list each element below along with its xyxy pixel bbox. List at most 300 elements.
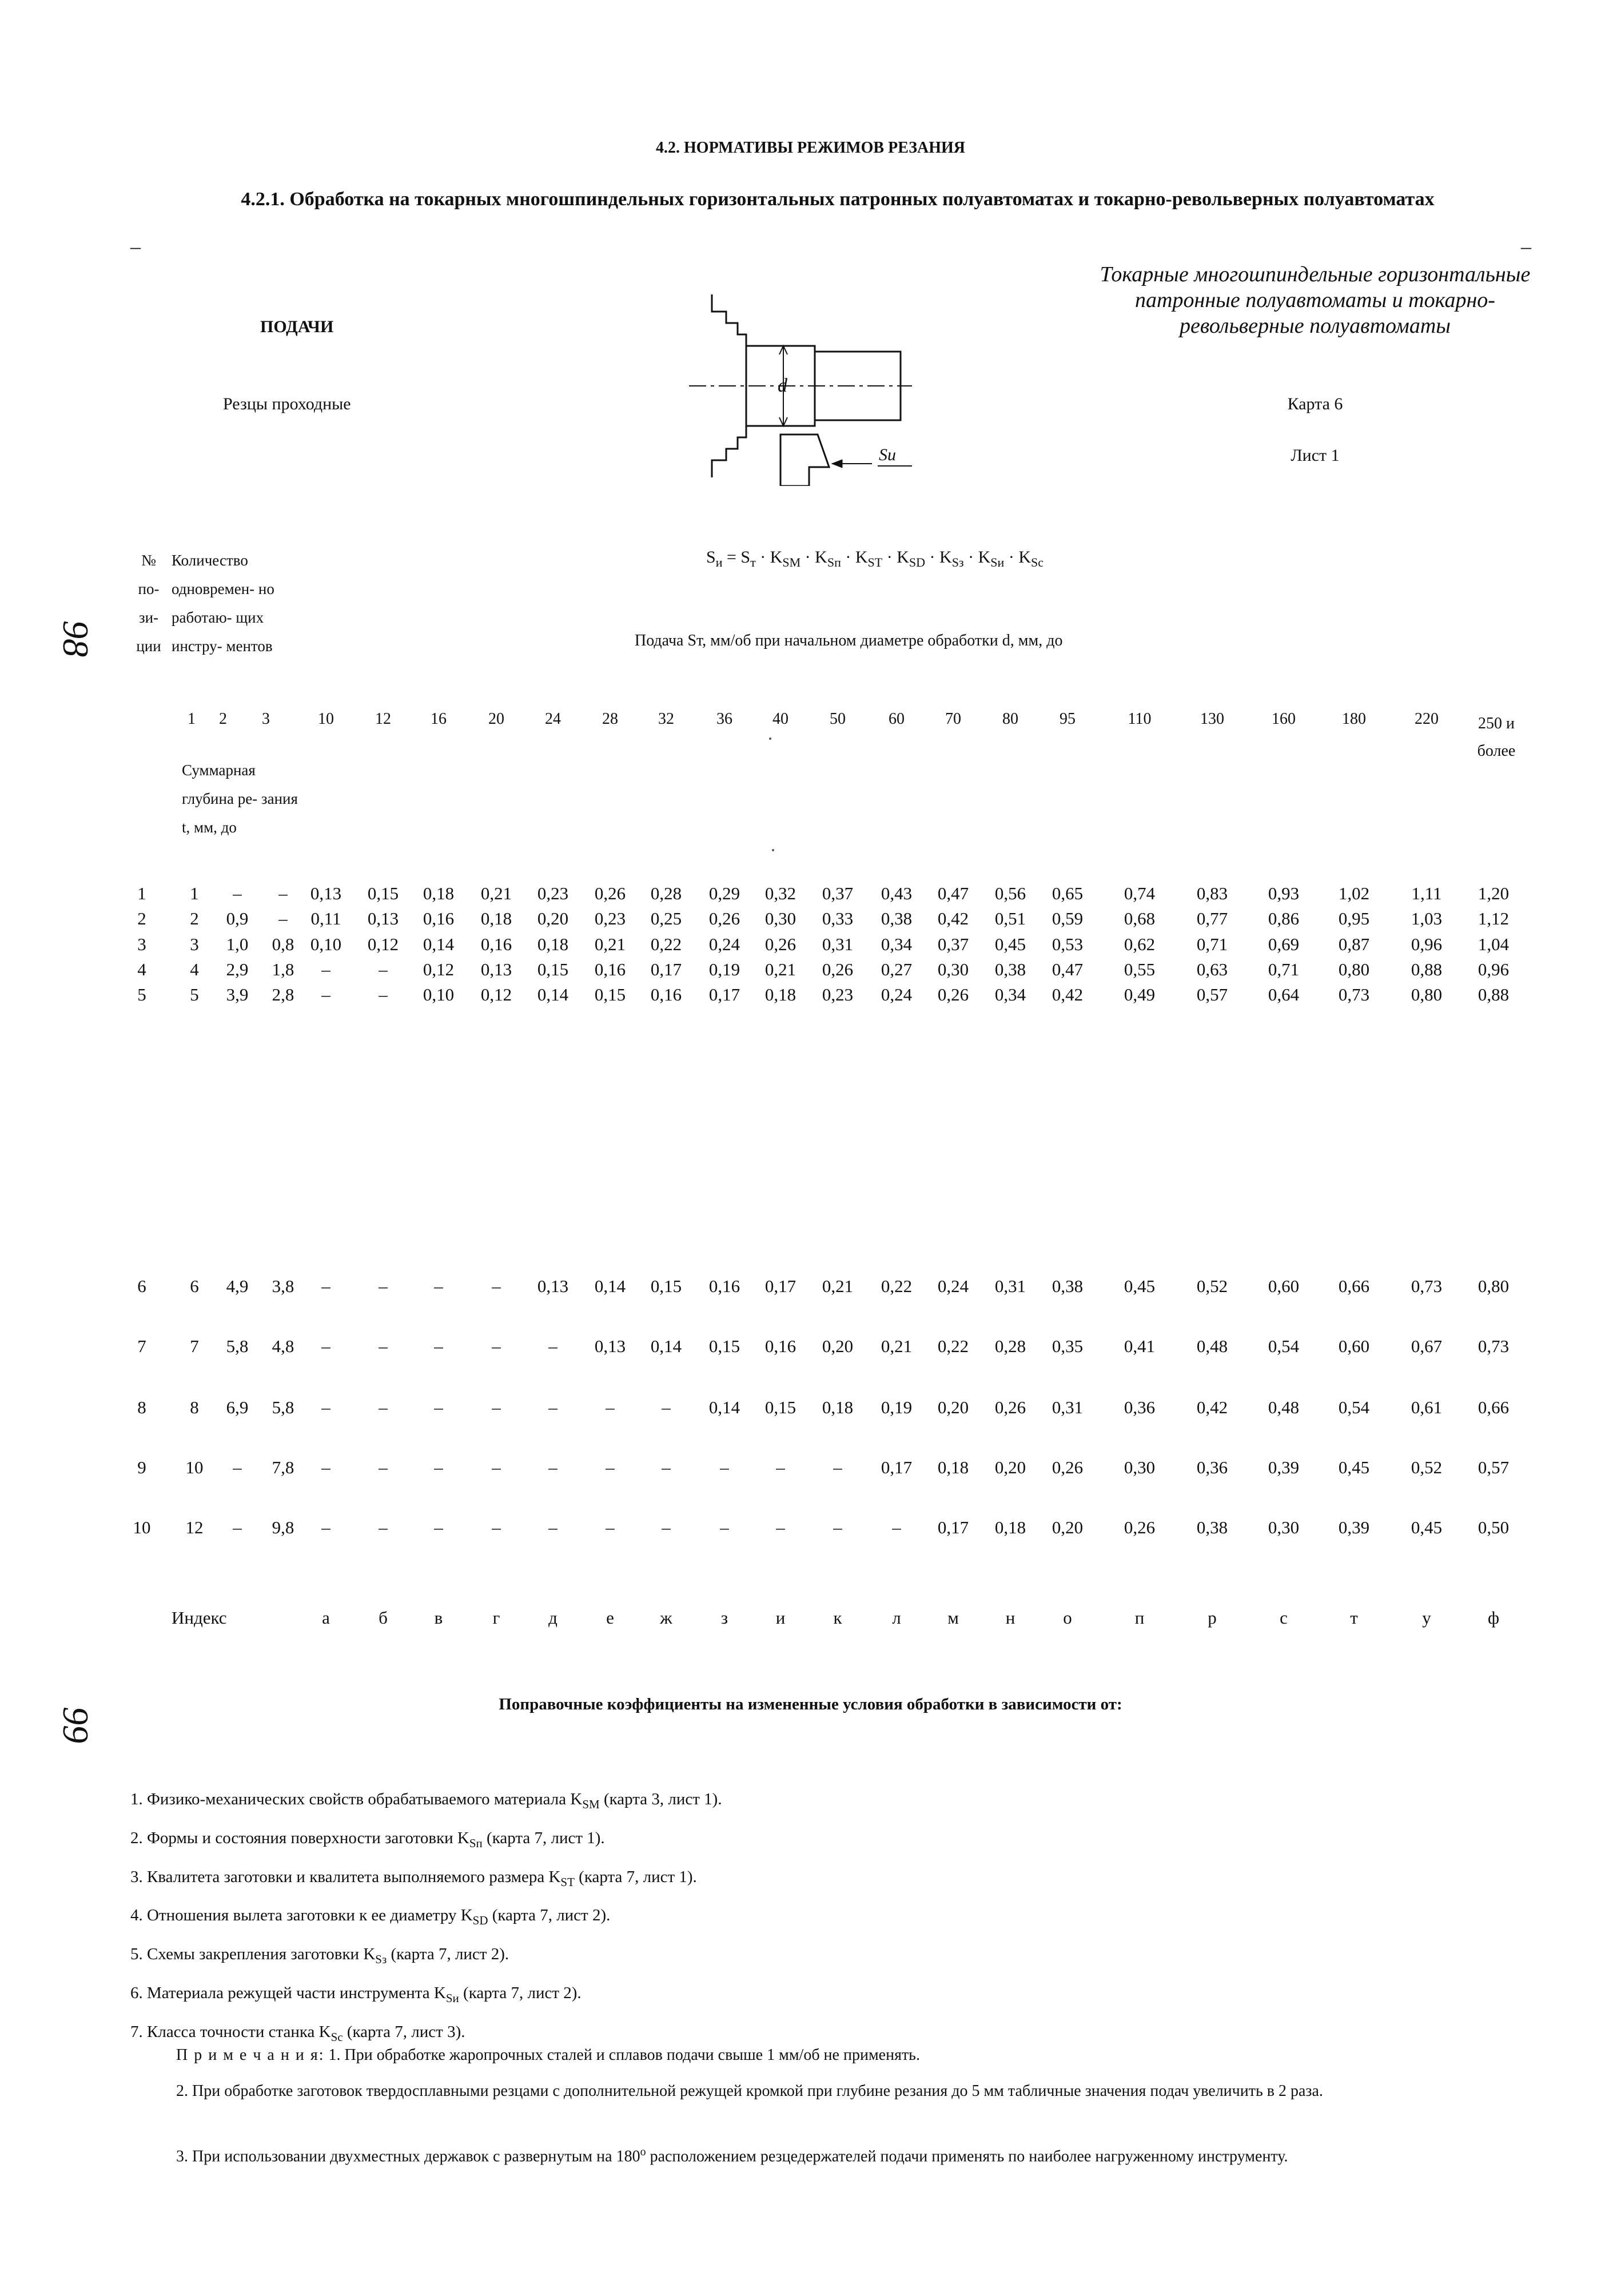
- feed-value: 0,19: [708, 959, 740, 979]
- formula-k: K: [978, 548, 991, 567]
- correction-item: [130, 1783, 722, 1821]
- feed-value: 0,73: [1477, 1336, 1510, 1356]
- feed-value: 0,10: [310, 934, 342, 954]
- feed-value: 0,45: [1411, 1517, 1443, 1537]
- feed-value: 0,74: [1124, 883, 1156, 903]
- index-letter: м: [947, 1608, 959, 1628]
- index-label: Индекс: [172, 1608, 227, 1628]
- feed-value: –: [606, 1397, 615, 1417]
- row-position: 3: [137, 934, 146, 954]
- feed-value: 0,69: [1268, 934, 1300, 954]
- feed-value: 0,42: [937, 908, 969, 928]
- formula-dot: ·: [800, 548, 815, 567]
- feed-value: 0,12: [480, 984, 512, 1005]
- correction-coef: Sи: [445, 1991, 459, 2005]
- feed-value: 0,65: [1052, 883, 1084, 903]
- feed-value: 0,36: [1196, 1457, 1228, 1477]
- feed-value: 0,42: [1196, 1397, 1228, 1417]
- left-dash: –: [130, 235, 141, 258]
- feed-value: –: [379, 959, 388, 979]
- formula-k: K: [1018, 548, 1031, 567]
- feed-value: –: [321, 984, 330, 1005]
- index-letter: р: [1208, 1608, 1217, 1628]
- feed-value: –: [321, 1397, 330, 1417]
- feed-value: 0,73: [1411, 1276, 1443, 1296]
- cutting-diagram: [678, 289, 918, 486]
- feed-value: 0,45: [994, 934, 1026, 954]
- section-title: 4.2. НОРМАТИВЫ РЕЖИМОВ РЕЗАНИЯ: [656, 139, 965, 157]
- formula-k: K: [855, 548, 868, 567]
- feed-value: 0,18: [822, 1397, 854, 1417]
- page-heading: ПОДАЧИ: [260, 317, 334, 336]
- row-position: 2: [137, 908, 146, 928]
- row-position: 5: [137, 984, 146, 1005]
- feed-value: 0,18: [937, 1457, 969, 1477]
- feed-value: –: [379, 1397, 388, 1417]
- feed-value: 0,26: [708, 908, 740, 928]
- notes-label: П р и м е ч а н и я:: [176, 2046, 325, 2064]
- row-quantity: 4: [190, 959, 199, 979]
- feed-value: 0,77: [1196, 908, 1228, 928]
- formula-k-sub: Sз: [951, 555, 964, 569]
- diameter-header: 95: [1060, 710, 1076, 728]
- row-depth-3: 1,8: [272, 959, 294, 979]
- index-letter: т: [1350, 1608, 1358, 1628]
- formula-k-sub: SM: [782, 555, 801, 569]
- feed-value: 0,83: [1196, 883, 1228, 903]
- feed-value: 0,29: [708, 883, 740, 903]
- feed-value: 0,10: [423, 984, 455, 1005]
- feed-value: 0,14: [650, 1336, 682, 1356]
- feed-value: –: [379, 984, 388, 1005]
- feed-value: 0,16: [708, 1276, 740, 1296]
- feed-value: 0,16: [650, 984, 682, 1005]
- row-position: 7: [137, 1336, 146, 1356]
- correction-item: [130, 1976, 722, 2015]
- feed-value: –: [606, 1517, 615, 1537]
- feed-value: 0,20: [937, 1397, 969, 1417]
- feed-value: 0,36: [1124, 1397, 1156, 1417]
- feed-value: 0,20: [822, 1336, 854, 1356]
- index-letter: у: [1422, 1608, 1431, 1628]
- feed-value: –: [434, 1336, 443, 1356]
- feed-value: –: [492, 1517, 501, 1537]
- row-position: 8: [137, 1397, 146, 1417]
- row-depth-3: 9,8: [272, 1517, 294, 1537]
- feed-value: 0,34: [881, 934, 913, 954]
- feed-value: –: [548, 1457, 557, 1477]
- index-letter: ж: [660, 1608, 672, 1628]
- row-position: 10: [133, 1517, 151, 1537]
- index-letter: к: [833, 1608, 842, 1628]
- row-depth-2: 2,9: [226, 959, 249, 979]
- row-depth-2: 5,8: [226, 1336, 249, 1356]
- correction-item: [130, 1860, 722, 1899]
- feed-label: Sи: [879, 445, 896, 464]
- sheet-number: Лист 1: [1291, 446, 1340, 465]
- diameter-label: d: [778, 375, 787, 396]
- feed-value: 0,21: [822, 1276, 854, 1296]
- feed-value: 0,64: [1268, 984, 1300, 1005]
- feed-value: 0,22: [650, 934, 682, 954]
- feed-caption: Подача Sт, мм/об при начальном диаметре обработки d, мм, до: [635, 632, 1063, 649]
- feed-value: 0,61: [1411, 1397, 1443, 1417]
- feed-value: 0,47: [1052, 959, 1084, 979]
- diameter-header: 60: [889, 710, 905, 728]
- feed-value: 0,54: [1268, 1336, 1300, 1356]
- feed-value: 0,41: [1124, 1336, 1156, 1356]
- feed-value: 0,16: [594, 959, 626, 979]
- depth-header: Суммарная глубина ре- зания t, мм, до: [182, 762, 298, 836]
- index-letter: л: [892, 1608, 901, 1628]
- correction-coef: Sп: [469, 1836, 483, 1850]
- formula-eq: = S: [722, 548, 751, 567]
- correction-text: 6. Материала режущей части инструмента K: [130, 1983, 446, 2002]
- feed-value: 0,43: [881, 883, 913, 903]
- right-dash: –: [1521, 235, 1531, 258]
- feed-value: –: [321, 1457, 330, 1477]
- correction-coef: Sc: [330, 2030, 343, 2044]
- row-depth-3: 4,8: [272, 1336, 294, 1356]
- row-quantity: 3: [190, 934, 199, 954]
- row-depth-2: 6,9: [226, 1397, 249, 1417]
- feed-value: 0,56: [994, 883, 1026, 903]
- feed-value: –: [379, 1276, 388, 1296]
- diameter-header: 250 и более: [1477, 715, 1516, 760]
- formula-k-sub: Sи: [990, 555, 1005, 569]
- correction-coef: ST: [560, 1875, 575, 1889]
- index-letter: е: [606, 1608, 614, 1628]
- feed-value: 0,34: [994, 984, 1026, 1005]
- feed-value: 0,35: [1052, 1336, 1084, 1356]
- feed-value: 0,80: [1338, 959, 1370, 979]
- feed-value: 0,19: [881, 1397, 913, 1417]
- feed-value: 0,88: [1411, 959, 1443, 979]
- feed-value: 0,31: [822, 934, 854, 954]
- diameter-header: 12: [375, 710, 391, 728]
- feed-value: –: [321, 1276, 330, 1296]
- row-position: 9: [137, 1457, 146, 1477]
- formula-dot: ·: [882, 548, 897, 567]
- card-title: Токарные многошпиндельные горизонтальные патронные полуавтоматы и токарно-револьверные полуавтоматы: [1100, 262, 1531, 338]
- page-subheading: Резцы проходные: [223, 394, 351, 413]
- feed-value: 1,02: [1338, 883, 1370, 903]
- row-depth-2: –: [233, 1517, 242, 1537]
- feed-value: –: [662, 1397, 671, 1417]
- row-depth-3: –: [278, 883, 288, 903]
- formula-lhs-sub: и: [715, 555, 723, 569]
- correction-text: 7. Класса точности станка K: [130, 2022, 331, 2041]
- feed-value: 0,24: [937, 1276, 969, 1296]
- correction-ref: (карта 3, лист 1).: [599, 1790, 722, 1808]
- row-depth-2: 3,9: [226, 984, 249, 1005]
- feed-value: 0,11: [310, 908, 341, 928]
- correction-ref: (карта 7, лист 1).: [482, 1828, 605, 1847]
- feed-value: 0,23: [537, 883, 569, 903]
- index-letter: ф: [1487, 1608, 1500, 1628]
- diameter-header: 70: [945, 710, 961, 728]
- index-letter: о: [1063, 1608, 1072, 1628]
- feed-value: 0,54: [1338, 1397, 1370, 1417]
- feed-value: 0,66: [1338, 1276, 1370, 1296]
- feed-value: –: [833, 1457, 842, 1477]
- feed-value: 0,14: [537, 984, 569, 1005]
- feed-value: 0,24: [881, 984, 913, 1005]
- feed-value: 0,21: [480, 883, 512, 903]
- row-depth-2: –: [233, 1457, 242, 1477]
- feed-value: 0,38: [881, 908, 913, 928]
- index-letter: н: [1005, 1608, 1015, 1628]
- feed-value: 0,27: [881, 959, 913, 979]
- col-quantity-header: Количество одновремен- но работаю- щих инстру- ментов: [172, 552, 274, 655]
- feed-value: –: [720, 1457, 729, 1477]
- note-1-text: 1. При обработке жаропрочных сталей и сплавов подачи свыше 1 мм/об не применять.: [324, 2046, 920, 2064]
- feed-value: –: [321, 1517, 330, 1537]
- feed-value: 0,60: [1268, 1276, 1300, 1296]
- feed-value: 0,15: [650, 1276, 682, 1296]
- row-quantity: 8: [190, 1397, 199, 1417]
- feed-value: –: [379, 1517, 388, 1537]
- correction-text: 5. Схемы закрепления заготовки K: [130, 1945, 376, 1964]
- feed-value: –: [776, 1457, 785, 1477]
- index-letter: г: [492, 1608, 500, 1628]
- row-quantity: 1: [190, 883, 199, 903]
- correction-item: [130, 1938, 722, 1976]
- correction-coef: SD: [472, 1914, 488, 1928]
- feed-value: 0,26: [594, 883, 626, 903]
- feed-value: 0,31: [994, 1276, 1026, 1296]
- feed-value: 0,87: [1338, 934, 1370, 954]
- feed-value: 0,62: [1124, 934, 1156, 954]
- feed-value: –: [379, 1457, 388, 1477]
- feed-value: 0,21: [881, 1336, 913, 1356]
- feed-value: –: [548, 1397, 557, 1417]
- feed-value: 0,55: [1124, 959, 1156, 979]
- feed-value: 0,42: [1052, 984, 1084, 1005]
- formula-k-sub: Sп: [827, 555, 841, 569]
- feed-value: 0,21: [594, 934, 626, 954]
- formula-k-sub: SD: [909, 555, 926, 569]
- correction-ref: (карта 7, лист 2).: [459, 1983, 582, 2002]
- note-3: [130, 2139, 1543, 2169]
- feed-value: –: [606, 1457, 615, 1477]
- feed-value: 0,60: [1338, 1336, 1370, 1356]
- note-3-text-b: расположением резцедержателей подачи применять по наиболее нагруженному инструменту.: [646, 2147, 1288, 2166]
- feed-value: 0,15: [367, 883, 399, 903]
- side-page-number: 98: [55, 620, 96, 657]
- feed-value: 0,16: [423, 908, 455, 928]
- feed-value: 0,33: [822, 908, 854, 928]
- diameter-header: 110: [1128, 710, 1152, 728]
- feed-value: 0,71: [1268, 959, 1300, 979]
- row-quantity: 10: [185, 1457, 204, 1477]
- row-depth-2: –: [233, 883, 242, 903]
- feed-value: –: [548, 1336, 557, 1356]
- diameter-header: 180: [1342, 710, 1366, 728]
- feed-value: 0,15: [594, 984, 626, 1005]
- diameter-header: 40: [772, 710, 788, 728]
- index-letter: б: [379, 1608, 388, 1628]
- row-depth-2: 4,9: [226, 1276, 249, 1296]
- row-depth-3: 0,8: [272, 934, 294, 954]
- feed-value: 0,17: [937, 1517, 969, 1537]
- feed-value: 0,30: [764, 908, 796, 928]
- formula-dot: ·: [1004, 548, 1019, 567]
- corrections-title: Поправочные коэффициенты на измененные условия обработки в зависимости от:: [499, 1695, 1122, 1713]
- row-position: 1: [137, 883, 146, 903]
- note-1: [130, 2043, 1543, 2068]
- feed-value: 0,18: [994, 1517, 1026, 1537]
- feed-value: 0,26: [1124, 1517, 1156, 1537]
- index-letter: з: [720, 1608, 728, 1628]
- feed-value: 0,25: [650, 908, 682, 928]
- feed-value: 0,20: [1052, 1517, 1084, 1537]
- row-depth-3: 7,8: [272, 1457, 294, 1477]
- scan-mark: [769, 738, 771, 740]
- feed-value: 0,18: [537, 934, 569, 954]
- subcol-header: 1: [188, 710, 196, 728]
- row-quantity: 5: [190, 984, 199, 1005]
- feed-value: –: [492, 1397, 501, 1417]
- feed-value: 0,49: [1124, 984, 1156, 1005]
- feed-value: –: [492, 1457, 501, 1477]
- feed-formula: [618, 548, 1132, 570]
- feed-value: 0,38: [1052, 1276, 1084, 1296]
- col-position-header: № по- зи- ции: [136, 552, 161, 655]
- diameter-header: 130: [1200, 710, 1224, 728]
- feed-value: –: [548, 1517, 557, 1537]
- formula-k-sub: Sc: [1030, 555, 1044, 569]
- correction-text: 3. Квалитета заготовки и квалитета выполняемого размера K: [130, 1867, 561, 1886]
- feed-value: 0,13: [480, 959, 512, 979]
- feed-value: 0,50: [1477, 1517, 1510, 1537]
- row-depth-3: 3,8: [272, 1276, 294, 1296]
- feed-value: 0,39: [1268, 1457, 1300, 1477]
- feed-value: 0,52: [1196, 1276, 1228, 1296]
- feed-value: 0,26: [822, 959, 854, 979]
- feed-value: 0,30: [1124, 1457, 1156, 1477]
- correction-item: [130, 1899, 722, 1938]
- feed-value: –: [321, 1336, 330, 1356]
- formula-dot: ·: [925, 548, 940, 567]
- note-3-degree: o: [640, 2146, 646, 2158]
- feed-value: –: [434, 1276, 443, 1296]
- feed-value: 0,48: [1196, 1336, 1228, 1356]
- index-letter: а: [322, 1608, 330, 1628]
- index-letter: в: [434, 1608, 443, 1628]
- feed-value: 1,11: [1411, 883, 1442, 903]
- feed-value: 1,03: [1411, 908, 1443, 928]
- diameter-header: 50: [830, 710, 846, 728]
- subcol-header: 2: [219, 710, 227, 728]
- feed-value: 0,23: [822, 984, 854, 1005]
- row-depth-3: –: [278, 908, 288, 928]
- formula-t-sub: т: [750, 555, 756, 569]
- feed-value: 0,13: [310, 883, 342, 903]
- side-page-number: 99: [55, 1707, 96, 1743]
- feed-value: 0,45: [1124, 1276, 1156, 1296]
- feed-value: 0,16: [480, 934, 512, 954]
- feed-value: 0,18: [764, 984, 796, 1005]
- formula-terms: [756, 548, 1044, 567]
- feed-value: 0,14: [594, 1276, 626, 1296]
- feed-value: –: [321, 959, 330, 979]
- correction-text: 2. Формы и состояния поверхности заготовки K: [130, 1828, 469, 1847]
- feed-value: 0,22: [881, 1276, 913, 1296]
- row-depth-3: 2,8: [272, 984, 294, 1005]
- feed-value: –: [492, 1336, 501, 1356]
- row-position: 4: [137, 959, 146, 979]
- feed-value: 0,31: [1052, 1397, 1084, 1417]
- feed-value: 0,30: [937, 959, 969, 979]
- feed-value: –: [833, 1517, 842, 1537]
- feed-value: 0,38: [994, 959, 1026, 979]
- diameter-header: 220: [1415, 710, 1439, 728]
- feed-value: 0,13: [367, 908, 399, 928]
- subcol-header: 3: [262, 710, 270, 728]
- feed-value: 0,63: [1196, 959, 1228, 979]
- formula-k: K: [939, 548, 952, 567]
- feed-value: 0,26: [994, 1397, 1026, 1417]
- feed-value: 0,17: [764, 1276, 796, 1296]
- feed-value: 0,86: [1268, 908, 1300, 928]
- feed-value: 0,39: [1338, 1517, 1370, 1537]
- feed-value: 0,68: [1124, 908, 1156, 928]
- feed-value: 0,17: [881, 1457, 913, 1477]
- feed-value: 0,48: [1268, 1397, 1300, 1417]
- feed-value: 0,16: [764, 1336, 796, 1356]
- corrections-list: [130, 1783, 722, 2054]
- feed-value: 0,71: [1196, 934, 1228, 954]
- correction-ref: (карта 7, лист 1).: [574, 1867, 697, 1886]
- formula-dot: ·: [963, 548, 978, 567]
- feed-value: 0,14: [423, 934, 455, 954]
- index-letter: с: [1280, 1608, 1288, 1628]
- feed-value: –: [434, 1517, 443, 1537]
- feed-value: –: [662, 1457, 671, 1477]
- feed-value: 0,88: [1477, 984, 1510, 1005]
- formula-dot: ·: [755, 548, 770, 567]
- feed-value: 0,57: [1196, 984, 1228, 1005]
- feed-value: 0,80: [1477, 1276, 1510, 1296]
- feed-value: 1,20: [1477, 883, 1510, 903]
- row-depth-3: 5,8: [272, 1397, 294, 1417]
- formula-k: K: [770, 548, 783, 567]
- feed-value: 0,52: [1411, 1457, 1443, 1477]
- feed-value: 1,12: [1477, 908, 1510, 928]
- feed-value: 0,80: [1411, 984, 1443, 1005]
- feed-value: 0,95: [1338, 908, 1370, 928]
- feed-value: 0,21: [764, 959, 796, 979]
- formula-dot: ·: [841, 548, 855, 567]
- feed-value: 0,30: [1268, 1517, 1300, 1537]
- feed-value: 0,15: [708, 1336, 740, 1356]
- feed-value: 0,20: [994, 1457, 1026, 1477]
- row-depth-2: 0,9: [226, 908, 249, 928]
- feed-value: 0,38: [1196, 1517, 1228, 1537]
- feed-value: 0,23: [594, 908, 626, 928]
- index-letter: и: [775, 1608, 786, 1628]
- feed-value: 0,32: [764, 883, 796, 903]
- note-2: 2. При обработке заготовок твердосплавными резцами с дополнительной режущей кромкой при глубине резания до 5 мм табличные значения подач увеличить в 2 раза.: [176, 2082, 1323, 2100]
- correction-ref: (карта 7, лист 3).: [342, 2022, 465, 2041]
- correction-item: [130, 1821, 722, 1860]
- feed-value: –: [776, 1517, 785, 1537]
- feed-value: 0,14: [708, 1397, 740, 1417]
- row-depth-2: 1,0: [226, 934, 249, 954]
- feed-value: 0,37: [937, 934, 969, 954]
- feed-value: –: [492, 1276, 501, 1296]
